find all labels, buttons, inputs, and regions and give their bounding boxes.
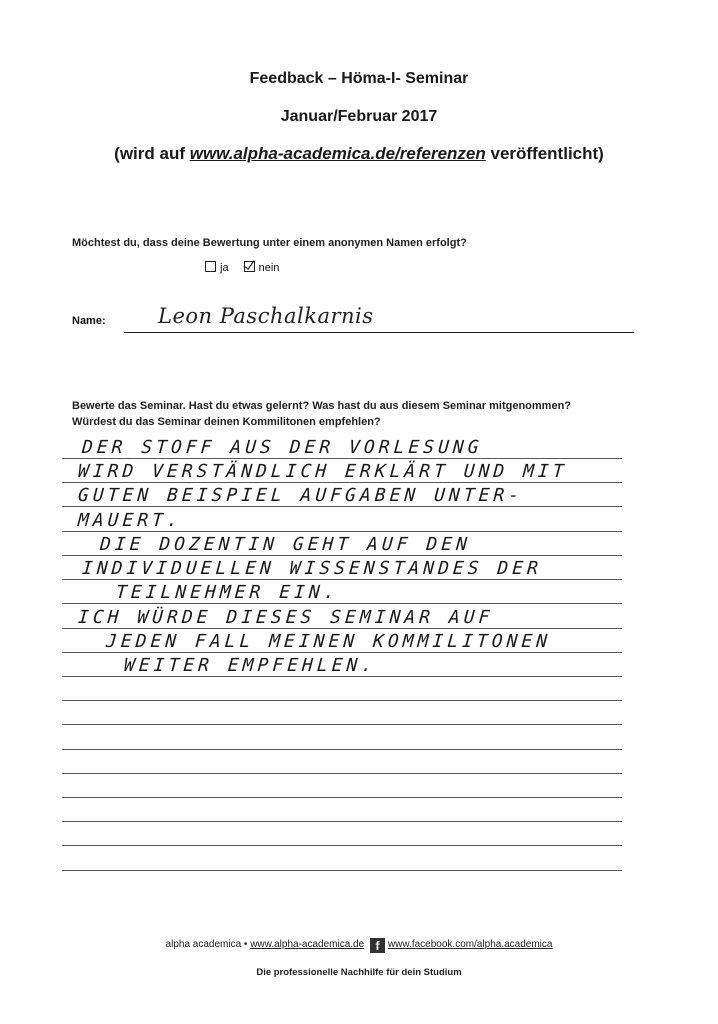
answer-line: DIE DOZENTIN GEHT AUF DEN xyxy=(99,534,472,555)
ruled-line xyxy=(62,700,622,701)
answer-line: ICH WÜRDE DIESES SEMINAR AUF xyxy=(77,607,495,628)
answer-line: DER STOFF AUS DER VORLESUNG xyxy=(81,437,484,458)
ruled-line xyxy=(62,482,622,483)
name-line xyxy=(124,332,634,333)
publish-note xyxy=(0,144,718,164)
ruled-line xyxy=(62,458,622,459)
yes-checkbox[interactable] xyxy=(205,261,216,272)
footer-contact xyxy=(0,938,718,953)
answer-line: MAUERT. xyxy=(77,510,183,531)
ruled-line xyxy=(62,555,622,556)
yes-label: ja xyxy=(220,262,229,274)
publish-suffix: veröffentlicht) xyxy=(485,144,604,163)
no-label: nein xyxy=(258,262,280,274)
ruled-line xyxy=(62,821,622,822)
facebook-icon: f xyxy=(370,938,385,953)
answer-line: INDIVIDUELLEN WISSENSTANDES DER xyxy=(81,558,543,579)
footer-facebook-link[interactable]: www.facebook.com/alpha.academica xyxy=(387,939,553,950)
ruled-line xyxy=(62,724,622,725)
answer-line: TEILNEHMER EIN. xyxy=(115,582,340,603)
footer-separator: • xyxy=(241,939,251,950)
rating-question-line-1: Bewerte das Seminar. Hast du etwas gelernt? Was hast du aus diesem Seminar mitgenommen? xyxy=(72,400,572,412)
ruled-line xyxy=(62,603,622,604)
name-label: Name: xyxy=(72,315,106,327)
footer-brand: alpha academica xyxy=(165,939,242,950)
ruled-line xyxy=(62,797,622,798)
answer-line: WEITER EMPFEHLEN. xyxy=(123,655,377,676)
publish-prefix: (wird auf xyxy=(114,144,190,163)
ruled-line xyxy=(62,652,622,653)
footer-tagline: Die professionelle Nachhilfe für dein Studium xyxy=(256,967,462,978)
ruled-line xyxy=(62,845,622,846)
ruled-line xyxy=(62,870,622,871)
answer-line: GUTEN BEISPIEL AUFGABEN UNTER- xyxy=(77,485,524,506)
ruled-line xyxy=(62,749,622,750)
rating-question-line-2: Würdest du das Seminar deinen Kommilitonen empfehlen? xyxy=(72,416,381,428)
ruled-line xyxy=(62,506,622,507)
form-date: Januar/Februar 2017 xyxy=(280,108,438,125)
ruled-line xyxy=(62,773,622,774)
publish-link[interactable]: www.alpha-academica.de/referenzen xyxy=(189,144,486,163)
ruled-line xyxy=(62,676,622,677)
ruled-line xyxy=(62,579,622,580)
ruled-line xyxy=(62,628,622,629)
form-title: Feedback – Höma-I- Seminar xyxy=(249,70,469,87)
answer-line: JEDEN FALL MEINEN KOMMILITONEN xyxy=(105,631,552,652)
no-checkbox[interactable] xyxy=(244,261,255,272)
name-handwritten: Leon Paschalkarnis xyxy=(158,304,374,328)
footer-website-link[interactable]: www.alpha-academica.de xyxy=(250,939,365,950)
anonymous-options xyxy=(205,261,291,274)
answer-line: WIRD VERSTÄNDLICH ERKLÄRT UND MIT xyxy=(77,461,569,482)
ruled-line xyxy=(62,531,622,532)
anonymous-question: Möchtest du, dass deine Bewertung unter einem anonymen Namen erfolgt? xyxy=(72,237,467,249)
rating-question xyxy=(72,398,571,430)
